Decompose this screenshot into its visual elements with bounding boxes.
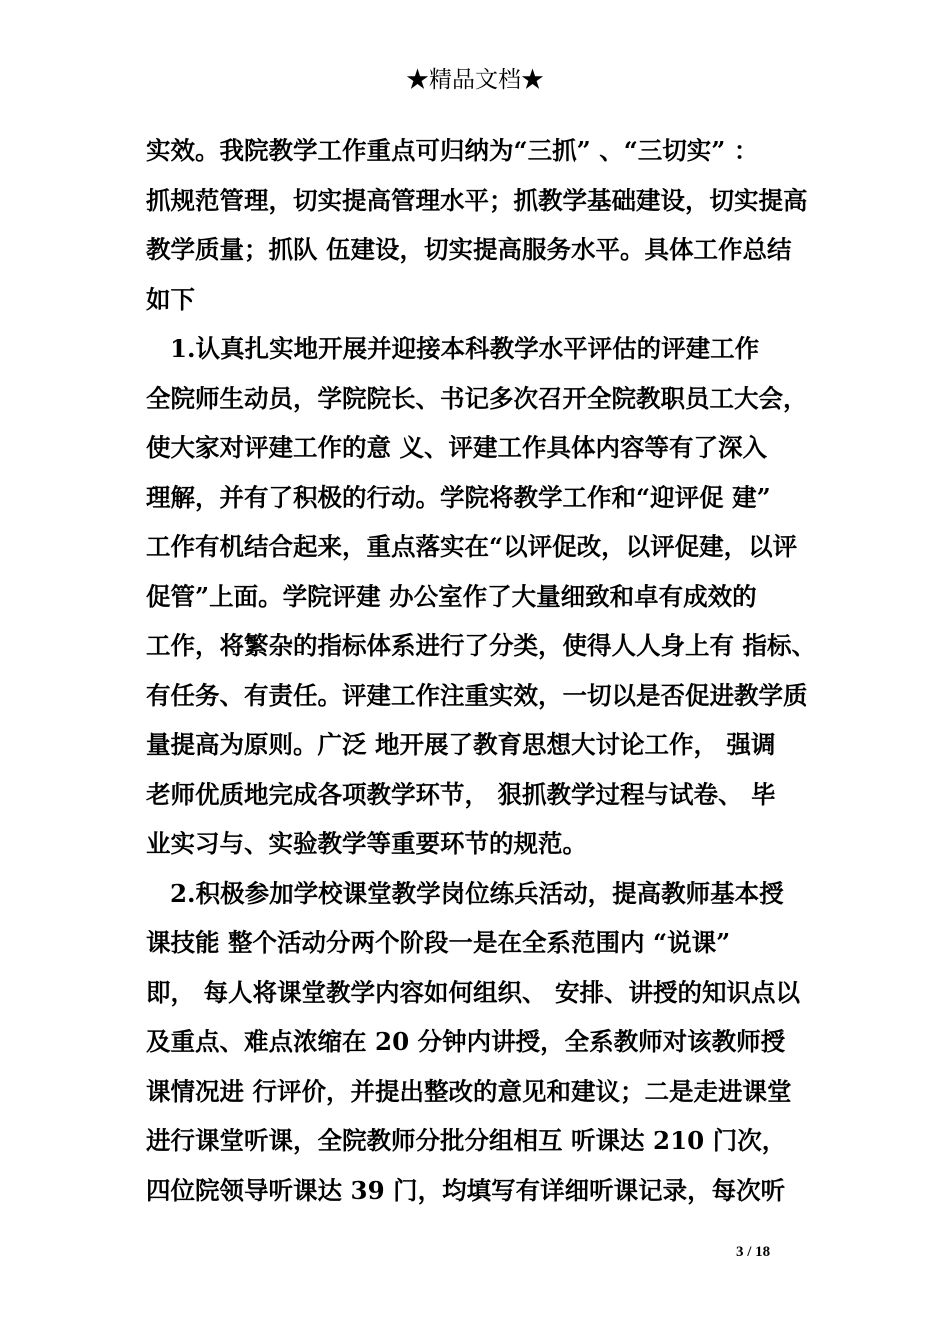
text-line: 理解，并有了积极的行动。学院将教学工作和“迎评促 建” (146, 482, 771, 512)
text-line: 即， 每人将课堂教学内容如何组织、 安排、讲授的知识点以 (146, 977, 801, 1007)
text-line: 课技能 整个活动分两个阶段一是在全系范围内 “说课” (146, 928, 731, 957)
text-line: 进行课堂听课，全院教师分批分组相互 听课达 210 门次， (146, 1126, 787, 1155)
text-line: 量提高为原则。广泛 地开展了教育思想大讨论工作， 强调 (146, 730, 776, 759)
text-line: 使大家对评建工作的意 义、评建工作具体内容等有了深入 (146, 433, 768, 462)
page-number: 3 / 18 (736, 1244, 771, 1260)
text-line: 工作有机结合起来，重点落实在“以评促改，以评促建，以评 (146, 532, 798, 561)
document-header-title: ★精品文档★ (406, 67, 544, 93)
text-line: 业实习与、实验教学等重要环节的规范。 (146, 829, 587, 858)
text-line: 如下 (146, 284, 195, 314)
text-line: 四位院领导听课达 39 门，均填写有详细听课记录，每次听 (146, 1175, 786, 1205)
text-line: 有任务、有责任。评建工作注重实效，一切以是否促进教学质 (146, 680, 808, 710)
section-heading-2: 2.积极参加学校课堂教学岗位练兵活动，提高教师基本授 (170, 878, 784, 908)
text-line: 教学质量；抓队 伍建设，切实提高服务水平。具体工作总结 (146, 235, 792, 264)
text-line: 促管”上面。学院评建 办公室作了大量细致和卓有成效的 (146, 581, 757, 611)
text-line: 及重点、难点浓缩在 20 分钟内讲授，全系教师对该教师授 (146, 1027, 786, 1056)
text-line: 工作，将繁杂的指标体系进行了分类，使得人人身上有 指标、 (146, 631, 817, 660)
text-line: 抓规范管理，切实提高管理水平；抓教学基础建设，切实提高 (146, 185, 808, 215)
section-heading-1: 1.认真扎实地开展并迎接本科教学水平评估的评建工作 (170, 334, 760, 363)
text-line: 课情况进 行评价，并提出整改的意见和建议；二是走进课堂 (146, 1076, 792, 1106)
document-body (146, 126, 816, 1215)
text-line: 实效。我院教学工作重点可归纳为“三抓” 、“三切实” ： (146, 136, 759, 165)
text-line: 全院师生动员，学院院长、书记多次召开全院教职员工大会， (146, 383, 808, 413)
text-line: 老师优质地完成各项教学环节， 狠抓教学过程与试卷、 毕 (146, 779, 776, 809)
